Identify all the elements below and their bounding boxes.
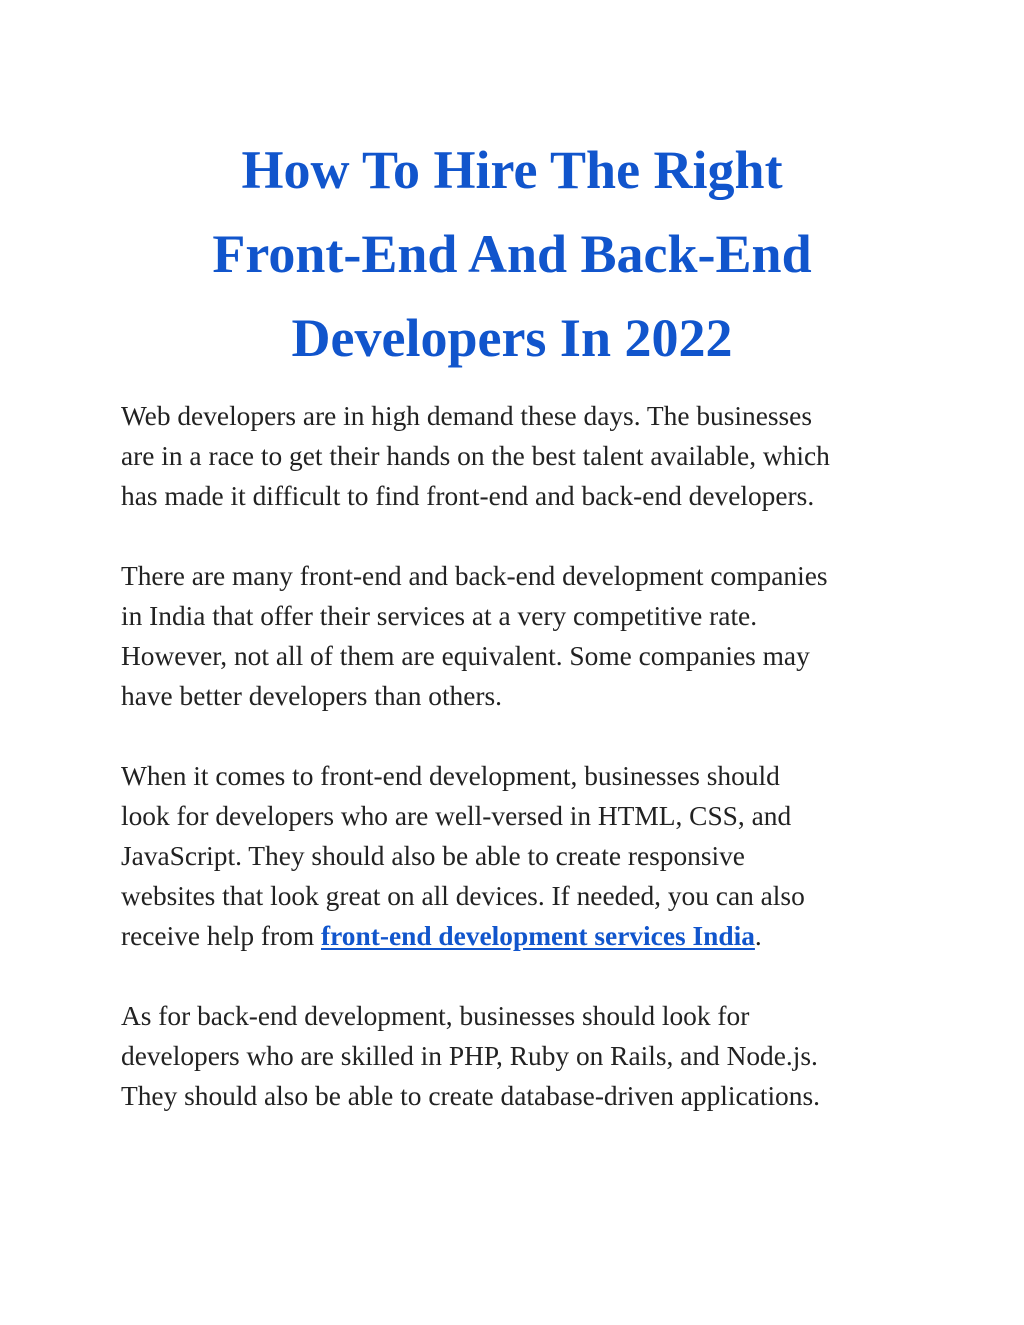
title-line-2: Front-End And Back-End (212, 224, 812, 284)
text-line: When it comes to front-end development, businesses should (121, 761, 780, 791)
text-line-with-link (121, 916, 921, 956)
paragraph-back-end (121, 996, 921, 1116)
title-line-3: Developers In 2022 (291, 308, 733, 368)
text-line: look for developers who are well-versed in HTML, CSS, and (121, 801, 792, 831)
text-line: websites that look great on all devices. If needed, you can also (121, 881, 805, 911)
text-line: have better developers than others. (121, 681, 503, 711)
text-line: JavaScript. They should also be able to create responsive (121, 841, 745, 871)
document-title (100, 128, 924, 380)
text-line: As for back-end development, businesses should look for (121, 1001, 750, 1031)
text-line: They should also be able to create database-driven applications. (121, 1081, 820, 1111)
front-end-services-link[interactable]: front-end development services India (321, 921, 755, 951)
text-line: There are many front-end and back-end development companies (121, 561, 828, 591)
link-suffix-text: . (754, 921, 762, 951)
paragraph-front-end (121, 756, 921, 956)
text-line: are in a race to get their hands on the best talent available, which (121, 441, 830, 471)
text-line: Web developers are in high demand these days. The businesses (121, 401, 812, 431)
text-line: has made it difficult to find front-end and back-end developers. (121, 481, 815, 511)
text-line: developers who are skilled in PHP, Ruby on Rails, and Node.js. (121, 1041, 818, 1071)
title-line-1: How To Hire The Right (241, 140, 783, 200)
link-prefix-text: receive help from (121, 921, 321, 951)
paragraph-companies (121, 556, 921, 716)
document-body (121, 396, 921, 1156)
text-line: However, not all of them are equivalent. Some companies may (121, 641, 810, 671)
paragraph-intro (121, 396, 921, 516)
text-line: in India that offer their services at a very competitive rate. (121, 601, 758, 631)
